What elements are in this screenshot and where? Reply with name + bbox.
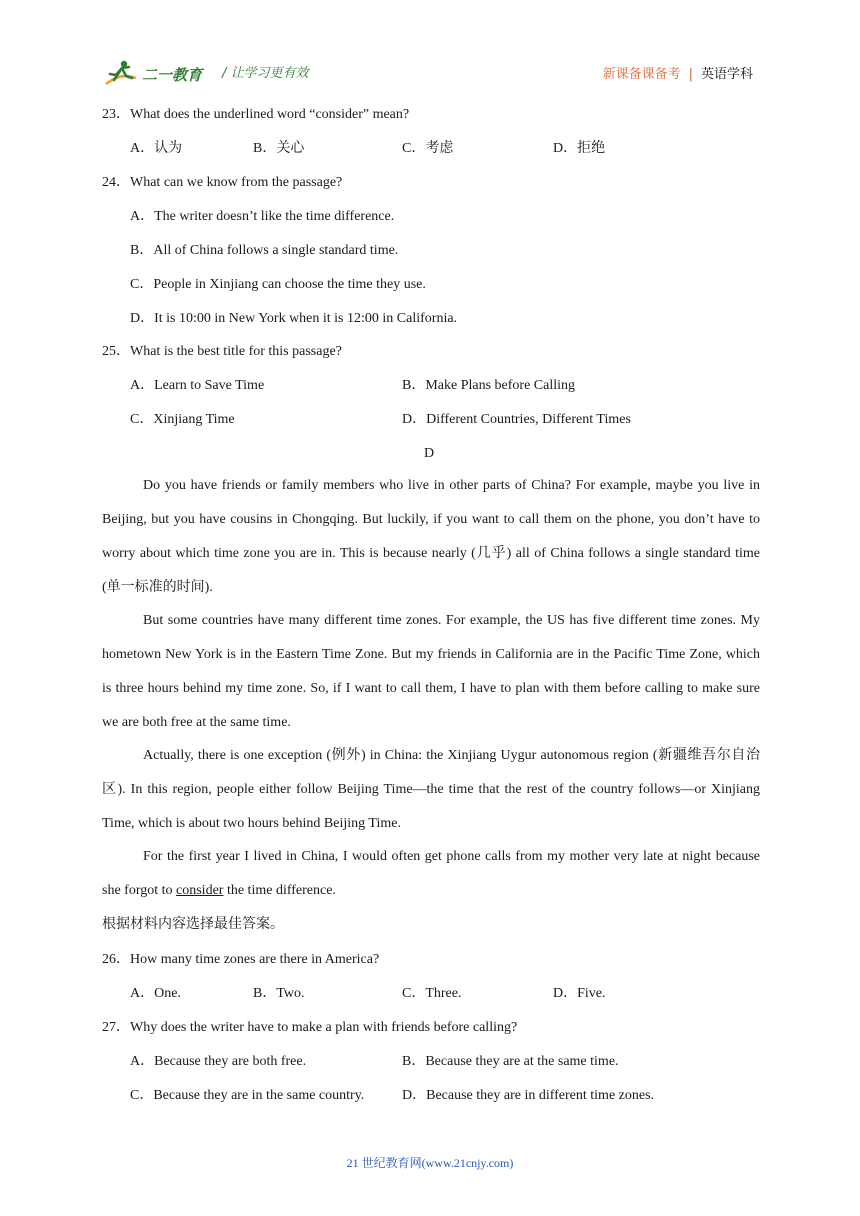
question-26-option-a: A．One. [130, 986, 181, 1001]
question-25-option-d: D．Different Countries, Different Times [402, 412, 631, 427]
question-26-option-d: D．Five. [553, 986, 606, 1001]
section-heading: D [424, 446, 435, 461]
header-subject [603, 63, 753, 82]
passage-paragraph-1 [102, 469, 760, 605]
passage-paragraph-2 [102, 604, 760, 740]
question-24-option-a: A．The writer doesn’t like the time difference. [130, 209, 395, 224]
question-24-option-b: B．All of China follows a single standard time. [130, 243, 399, 258]
passage-paragraph-4-text-b: the time difference. [223, 883, 336, 898]
footer-source: 21 世纪教育网(www.21cnjy.com) [346, 1156, 514, 1170]
question-23-option-a: A．认为 [130, 141, 183, 156]
question-23-option-d: D．拒绝 [553, 141, 606, 156]
question-25-option-b: B．Make Plans before Calling [402, 378, 576, 393]
passage-paragraph-3-text: Actually, there is one exception (例外) in China: the Xinjiang Uygur autonomous region (新疆维吾尔自治区). In this region, people either follow Beijing Time—the time that the rest of the country follows—or Xinjiang Time, which is about two hours behind Beijing Time. [102, 748, 760, 831]
logo-text: 二一教育 [142, 66, 203, 84]
question-26-option-c: C．Three. [402, 986, 462, 1001]
passage-paragraph-3 [102, 739, 760, 841]
question-27-stem: 27．Why does the writer have to make a plan with friends before calling? [102, 1020, 518, 1035]
question-23-stem: 23．What does the underlined word “consider” mean? [102, 107, 410, 122]
question-26-option-b: B．Two. [253, 986, 305, 1001]
question-23-option-b: B．关心 [253, 141, 305, 156]
question-27-option-d: D．Because they are in different time zones. [402, 1088, 655, 1103]
underlined-word: consider [176, 883, 224, 898]
header-slogan: / 让学习更有效 [222, 66, 309, 81]
question-24-stem: 24．What can we know from the passage? [102, 175, 343, 190]
passage-paragraph-1-text: Do you have friends or family members who live in other parts of China? For example, maybe you live in Beijing, but you have cousins in Chongqing. But luckily, if you want to call them on the phone, you don’t have to worry about which time zone you are in. This is because nearly (几乎) all of China follows a single standard time (单一标准的时间). [102, 478, 760, 595]
question-24-option-d: D．It is 10:00 in New York when it is 12:00 in California. [130, 311, 458, 326]
question-27-option-b: B．Because they are at the same time. [402, 1054, 619, 1069]
passage-paragraph-4 [102, 840, 760, 908]
header-separator: | [688, 67, 693, 82]
runner-logo-icon [102, 58, 210, 88]
question-25-option-a: A．Learn to Save Time [130, 378, 265, 393]
question-24-option-c: C．People in Xinjiang can choose the time they use. [130, 277, 426, 292]
passage-paragraph-4-text-a: For the first year I lived in China, I would often get phone calls from my mother very late at night because she forgot to [102, 849, 760, 898]
header-subject-label: 英语学科 [700, 67, 753, 82]
question-25-stem: 25．What is the best title for this passage? [102, 344, 342, 359]
instruction-text: 根据材料内容选择最佳答案。 [102, 917, 284, 932]
question-27-option-a: A．Because they are both free. [130, 1054, 307, 1069]
question-26-stem: 26．How many time zones are there in America? [102, 952, 380, 967]
question-23-option-c: C．考虑 [402, 141, 454, 156]
brand-logo [102, 58, 210, 88]
question-27-option-c: C．Because they are in the same country. [130, 1088, 365, 1103]
passage-paragraph-2-text: But some countries have many different time zones. For example, the US has five different time zones. My hometown New York is in the Eastern Time Zone. But my friends in California are in the Pacific Time Zone, which is three hours behind my time zone. So, if I want to call them, I have to plan with them before calling to make sure we are both free at the same time. [102, 613, 760, 730]
question-25-option-c: C．Xinjiang Time [130, 412, 235, 427]
header-course-label: 新课备课备考 [602, 67, 681, 82]
